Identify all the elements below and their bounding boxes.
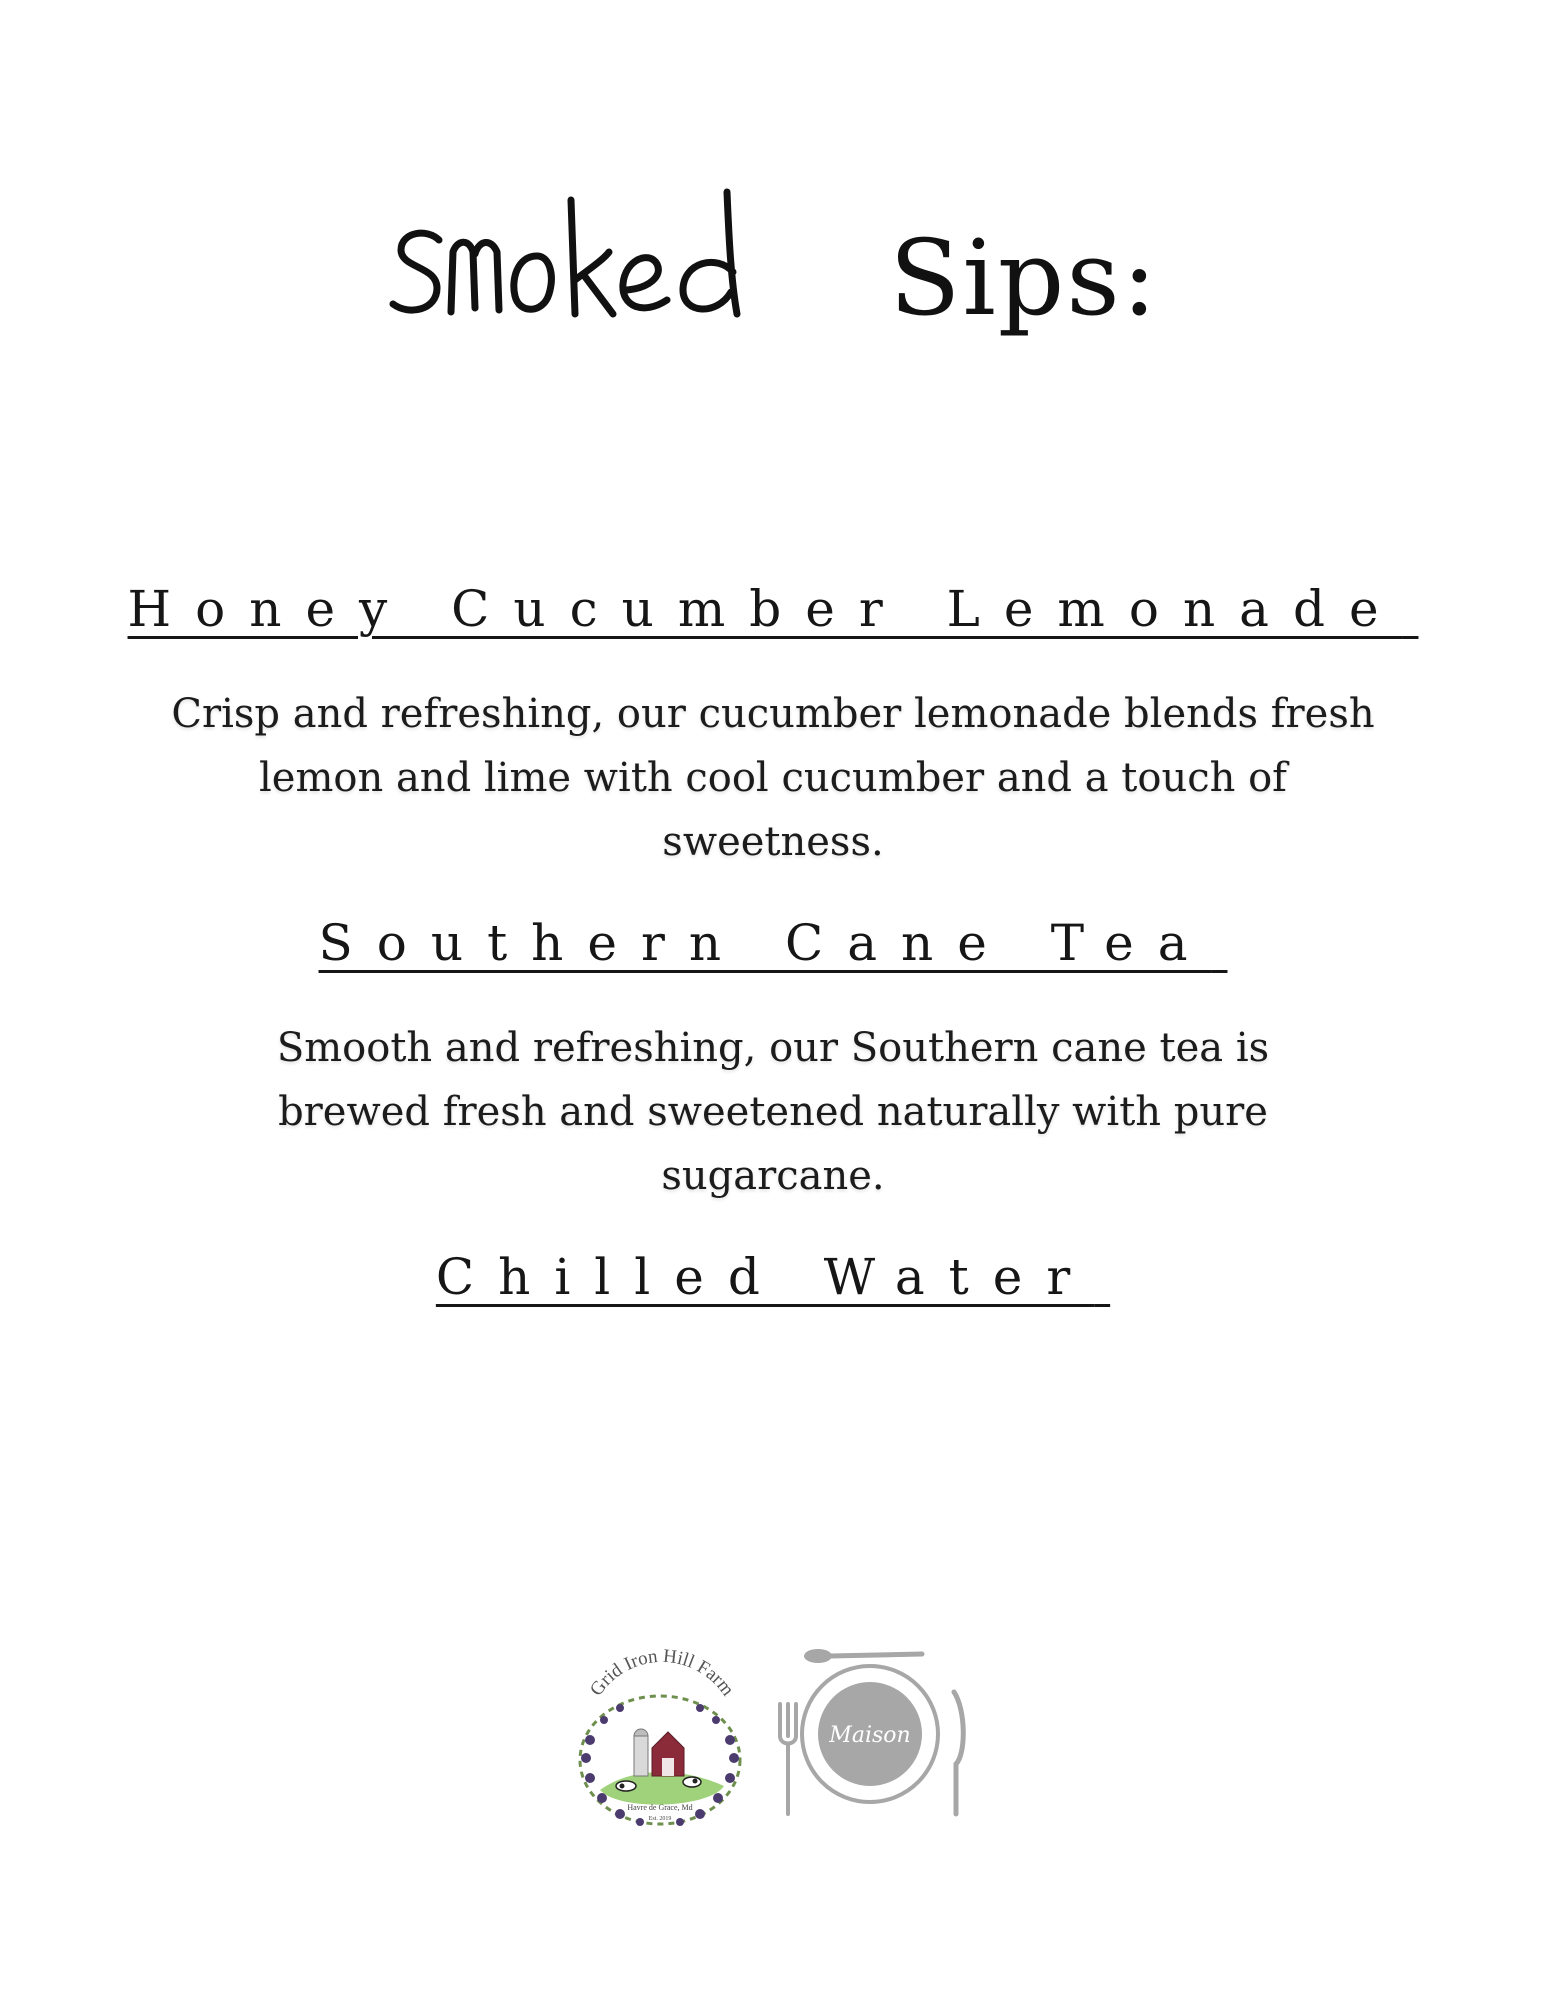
item-description-southern-cane-tea: Smooth and refreshing, our Southern cane tea is brewed fresh and sweetened naturally with pure sugarcane. xyxy=(276,1025,1270,1199)
farm-name-text: Grid Iron Hill Farm xyxy=(585,1645,739,1700)
farm-logo xyxy=(560,1640,760,1830)
logo-strip xyxy=(560,1640,1000,1830)
fork-icon xyxy=(780,1704,796,1814)
barn-icon xyxy=(652,1732,684,1776)
knife-icon xyxy=(954,1692,963,1814)
farm-location-text: Havre de Grace, Md xyxy=(627,1803,693,1812)
menu-item xyxy=(120,580,1426,874)
item-name-honey-cucumber-lemonade: Honey Cucumber Lemonade xyxy=(127,580,1403,638)
menu-item xyxy=(120,914,1426,1208)
title-script-word xyxy=(387,180,867,340)
maison-logo xyxy=(770,1644,970,1824)
item-name-chilled-water: Chilled Water xyxy=(435,1248,1095,1306)
item-description-honey-cucumber-lemonade: Crisp and refreshing, our cucumber lemonade blends fresh lemon and lime with cool cucumber and a touch of sweetness. xyxy=(171,691,1375,865)
maison-name-text: Maison xyxy=(829,1723,911,1748)
title-plain-word: Sips: xyxy=(889,217,1159,339)
menu-title xyxy=(0,180,1546,380)
menu-item xyxy=(120,1248,1426,1306)
item-name-southern-cane-tea: Southern Cane Tea xyxy=(318,914,1212,972)
drinks-menu xyxy=(120,580,1426,1346)
silo-icon xyxy=(634,1729,648,1776)
spoon-icon xyxy=(804,1649,922,1663)
title-script-word-handwritten xyxy=(387,180,867,340)
farm-established-text: Est. 2019 xyxy=(648,1816,672,1822)
